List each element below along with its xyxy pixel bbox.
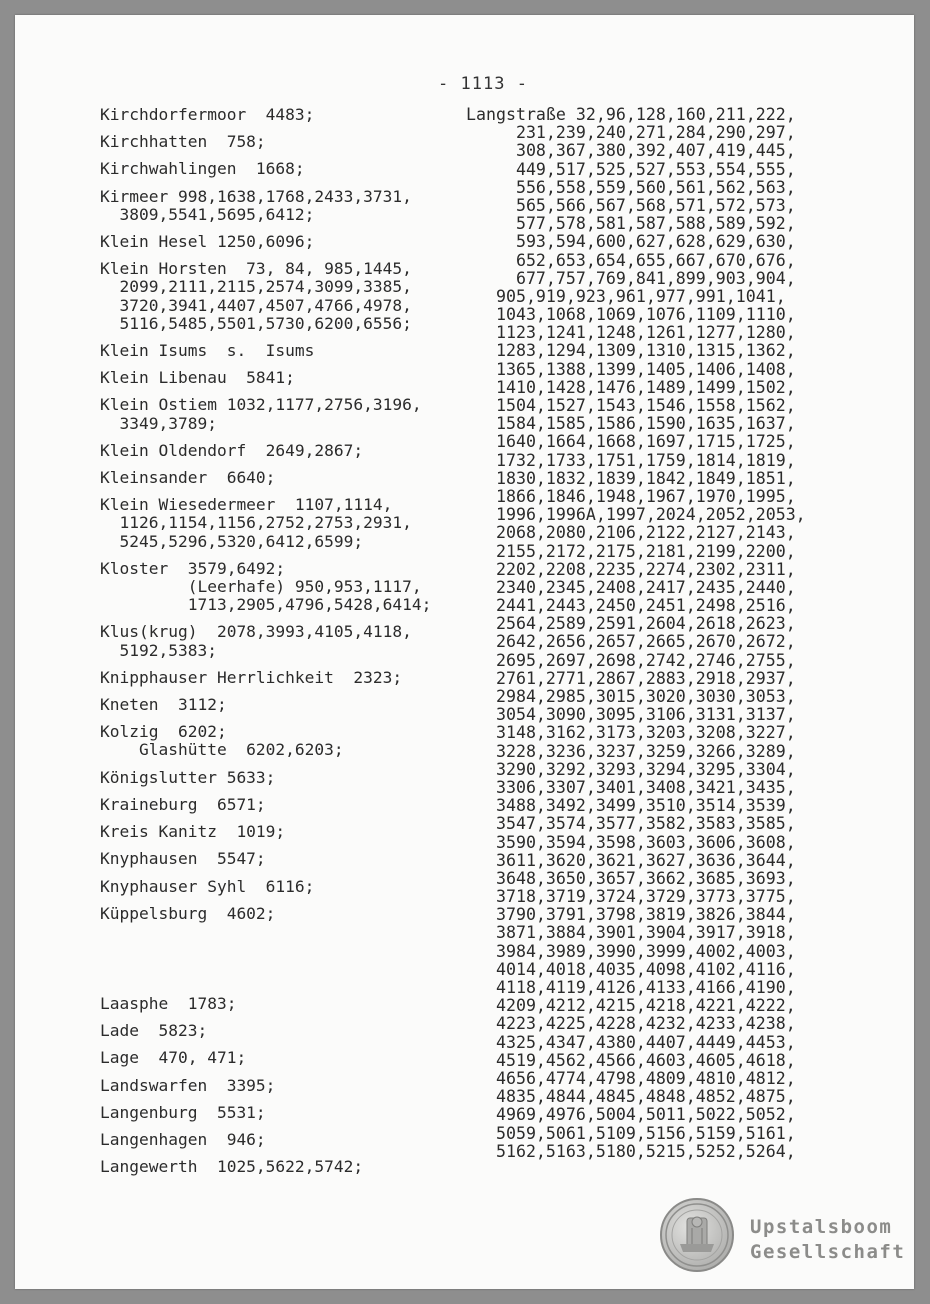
index-entry: Küppelsburg 4602; [100,903,276,923]
langstrasse-line: 3054,3090,3095,3106,3131,3137, [466,705,796,725]
index-entry: Langenburg 5531; [100,1102,266,1122]
langstrasse-line: 556,558,559,560,561,562,563, [466,177,796,197]
langstrasse-line: 2984,2985,3015,3020,3030,3053, [466,687,796,706]
index-entry: Lade 5823; [100,1021,208,1041]
langstrasse-line: 2564,2589,2591,2604,2618,2623, [466,614,796,634]
index-entry: Kraineburg 6571; [100,794,266,814]
langstrasse-line: 2068,2080,2106,2122,2127,2143, [466,523,796,543]
index-entry: Klein Oldendorf 2649,2867; [100,440,364,460]
langstrasse-line: 4325,4347,4380,4407,4449,4453, [466,1032,796,1052]
langstrasse-line: Langstraße 32,96,128,160,211,222, [466,105,796,124]
langstrasse-line: 2642,2656,2657,2665,2670,2672, [466,632,796,652]
index-entry: Klus(krug) 2078,3993,4105,4118, 5192,5383; [100,622,412,660]
brand-line-1: Upstalsboom [750,1216,893,1238]
langstrasse-line: 3648,3650,3657,3662,3685,3693, [466,868,796,888]
index-entry: Langewerth 1025,5622,5742; [100,1157,364,1177]
index-entry: Lage 470, 471; [100,1048,247,1068]
langstrasse-line: 2155,2172,2175,2181,2199,2200, [466,541,796,561]
langstrasse-line: 1043,1068,1069,1076,1109,1110, [466,305,796,325]
index-entry: Kneten 3112; [100,695,227,715]
section-gap [100,932,470,995]
index-entry: Kirchdorfermoor 4483; [100,105,315,124]
langstrasse-line: 3590,3594,3598,3603,3606,3608, [466,832,796,852]
index-entry: Langenhagen 946; [100,1129,266,1149]
langstrasse-line: 5059,5061,5109,5156,5159,5161, [466,1123,796,1143]
index-entry: Kirchhatten 758; [100,132,266,152]
langstrasse-line: 677,757,769,841,899,903,904, [466,268,796,288]
page-number: - 1113 - [438,74,528,94]
langstrasse-line: 3306,3307,3401,3408,3421,3435, [466,777,796,797]
langstrasse-line: 4656,4774,4798,4809,4810,4812, [466,1068,796,1088]
langstrasse-line: 4209,4212,4215,4218,4221,4222, [466,996,796,1016]
langstrasse-line: 3871,3884,3901,3904,3917,3918, [466,923,796,943]
index-entry: Kirmeer 998,1638,1768,2433,3731, 3809,5541,5695,6412; [100,186,412,224]
langstrasse-line: 449,517,525,527,553,554,555, [466,159,796,179]
langstrasse-line: 3984,3989,3990,3999,4002,4003, [466,941,796,961]
langstrasse-line: 4835,4844,4845,4848,4852,4875, [466,1087,796,1107]
langstrasse-line: 1732,1733,1751,1759,1814,1819, [466,450,796,470]
langstrasse-line: 2761,2771,2867,2883,2918,2937, [466,668,796,688]
langstrasse-line: 3718,3719,3724,3729,3773,3775, [466,887,796,907]
langstrasse-line: 4519,4562,4566,4603,4605,4618, [466,1050,796,1070]
index-entry: Laasphe 1783; [100,993,237,1013]
langstrasse-line: 4969,4976,5004,5011,5022,5052, [466,1105,796,1125]
langstrasse-line: 231,239,240,271,284,290,297, [466,123,796,143]
langstrasse-line: 3488,3492,3499,3510,3514,3539, [466,796,796,816]
langstrasse-line: 1283,1294,1309,1310,1315,1362, [466,341,796,361]
langstrasse-line: 905,919,923,961,977,991,1041, [466,286,786,306]
index-entry: Kleinsander 6640; [100,468,276,488]
index-entry: Klein Ostiem 1032,1177,2756,3196, 3349,3789; [100,395,422,433]
left-column [100,106,470,1185]
langstrasse-line: 3547,3574,3577,3582,3583,3585, [466,814,796,834]
langstrasse-line: 2695,2697,2698,2742,2746,2755, [466,650,796,670]
langstrasse-line: 3290,3292,3293,3294,3295,3304, [466,759,796,779]
langstrasse-line: 308,367,380,392,407,419,445, [466,141,796,161]
langstrasse-line: 1365,1388,1399,1405,1406,1408, [466,359,796,379]
index-entry: Klein Hesel 1250,6096; [100,232,315,252]
index-entry: Landswarfen 3395; [100,1075,276,1095]
document-page [15,15,914,1289]
brand-line-2: Gesellschaft [750,1241,906,1263]
index-entry: Klein Wiesedermeer 1107,1114, 1126,1154,1156,2752,2753,2931, 5245,5296,5320,6412,6599; [100,495,412,551]
langstrasse-line: 4223,4225,4228,4232,4233,4238, [466,1014,796,1034]
langstrasse-line: 577,578,581,587,588,589,592, [466,214,796,234]
langstrasse-line: 1866,1846,1948,1967,1970,1995, [466,486,796,506]
seal-icon [660,1198,734,1272]
index-entry: Knyphausen 5547; [100,849,266,869]
index-entry: Kloster 3579,6492; (Leerhafe) 950,953,1117, 1713,2905,4796,5428,6414; [100,558,432,615]
index-entry: Klein Horsten 73, 84, 985,1445, 2099,2111,2115,2574,3099,3385, 3720,3941,4407,4507,4766,4978, 5116,5485,5501,5730,6200,6556; [100,259,412,333]
langstrasse-line: 1123,1241,1248,1261,1277,1280, [466,323,796,343]
brand-name [750,1215,905,1265]
index-entry: Klein Libenau 5841; [100,368,295,388]
langstrasse-line: 1640,1664,1668,1697,1715,1725, [466,432,796,452]
langstrasse-line: 1996,1996A,1997,2024,2052,2053, [466,505,806,525]
langstrasse-line: 4118,4119,4126,4133,4166,4190, [466,978,796,997]
index-entry: Klein Isums s. Isums [100,341,315,361]
langstrasse-line: 4014,4018,4035,4098,4102,4116, [466,959,796,979]
index-entry: Knipphauser Herrlichkeit 2323; [100,667,403,687]
langstrasse-line: 565,566,567,568,571,572,573, [466,195,796,215]
index-entry: Königslutter 5633; [100,767,276,787]
langstrasse-line: 3790,3791,3798,3819,3826,3844, [466,905,796,925]
index-entry: Kreis Kanitz 1019; [100,822,286,842]
index-entry: Knyphauser Syhl 6116; [100,876,315,896]
index-entry: Kolzig 6202; Glashütte 6202,6203; [100,722,344,760]
langstrasse-line: 5162,5163,5180,5215,5252,5264, [466,1141,796,1161]
langstrasse-line: 2202,2208,2235,2274,2302,2311, [466,559,796,579]
right-column [466,106,886,1161]
langstrasse-line: 652,653,654,655,667,670,676, [466,250,796,270]
langstrasse-line: 3611,3620,3621,3627,3636,3644, [466,850,796,870]
langstrasse-line: 3228,3236,3237,3259,3266,3289, [466,741,796,761]
langstrasse-line: 1830,1832,1839,1842,1849,1851, [466,468,796,488]
index-entry: Kirchwahlingen 1668; [100,159,305,179]
langstrasse-line: 2340,2345,2408,2417,2435,2440, [466,577,796,597]
langstrasse-line: 593,594,600,627,628,629,630, [466,232,796,252]
langstrasse-line: 3148,3162,3173,3203,3208,3227, [466,723,796,743]
langstrasse-line: 1584,1585,1586,1590,1635,1637, [466,414,796,434]
langstrasse-line: 2441,2443,2450,2451,2498,2516, [466,596,796,616]
langstrasse-line: 1410,1428,1476,1489,1499,1502, [466,377,796,397]
langstrasse-line: 1504,1527,1543,1546,1558,1562, [466,396,796,415]
